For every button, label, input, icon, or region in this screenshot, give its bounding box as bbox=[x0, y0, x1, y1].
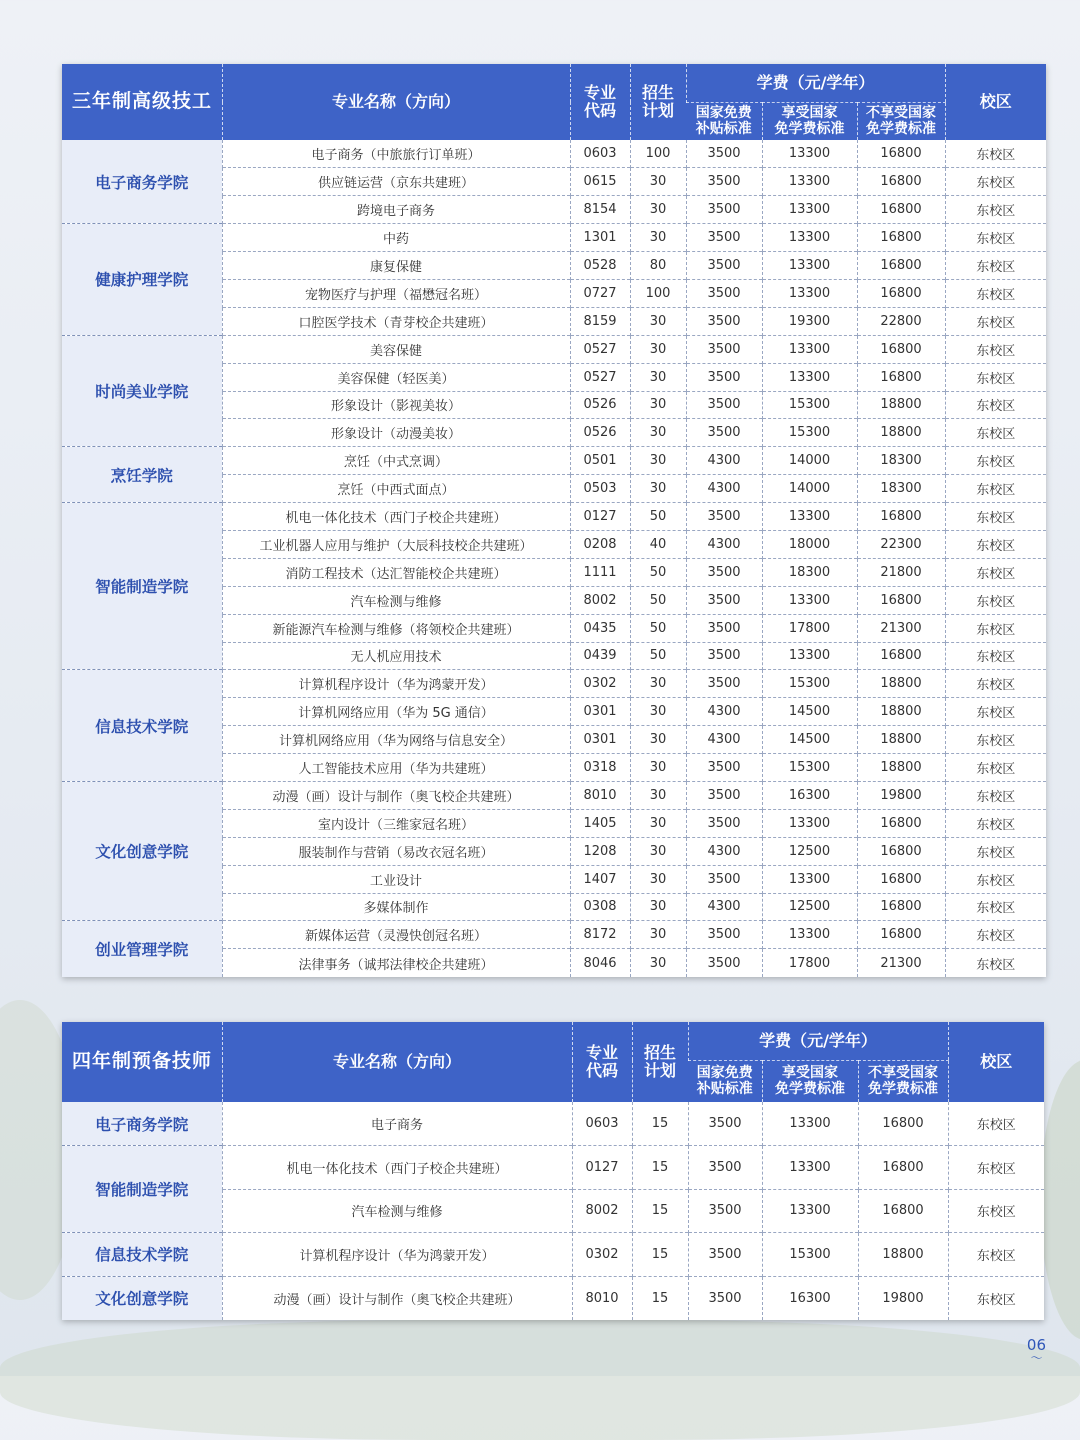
column-header-fee-exempt: 享受国家 免学费标准 bbox=[762, 102, 857, 140]
fee-exempt: 18000 bbox=[762, 530, 857, 558]
fee-full: 16800 bbox=[857, 642, 945, 670]
column-header-fee-subsidy: 国家免费 补贴标准 bbox=[688, 1060, 762, 1102]
major-code: 1208 bbox=[570, 837, 630, 865]
major-name: 人工智能技术应用（华为共建班） bbox=[222, 754, 570, 782]
enroll-plan: 30 bbox=[630, 475, 686, 503]
column-header-fee: 学费（元/学年） bbox=[688, 1022, 948, 1060]
fee-subsidy: 3500 bbox=[686, 642, 762, 670]
fee-subsidy: 3500 bbox=[686, 307, 762, 335]
fee-full: 16800 bbox=[858, 1146, 948, 1190]
table-row bbox=[62, 447, 1046, 475]
campus: 东校区 bbox=[945, 586, 1046, 614]
fee-full: 18300 bbox=[857, 447, 945, 475]
enroll-plan: 50 bbox=[630, 558, 686, 586]
table-row bbox=[62, 335, 1046, 363]
fee-exempt: 15300 bbox=[762, 1233, 858, 1277]
fee-subsidy: 3500 bbox=[686, 781, 762, 809]
background-foliage bbox=[1040, 1060, 1080, 1340]
fee-subsidy: 3500 bbox=[686, 670, 762, 698]
fee-full: 18800 bbox=[858, 1233, 948, 1277]
enroll-plan: 30 bbox=[630, 335, 686, 363]
campus: 东校区 bbox=[948, 1146, 1044, 1190]
fee-exempt: 13300 bbox=[762, 335, 857, 363]
major-name: 汽车检测与维修 bbox=[222, 1189, 572, 1233]
college-name: 时尚美业学院 bbox=[62, 335, 222, 447]
major-name: 形象设计（影视美妆） bbox=[222, 391, 570, 419]
major-code: 8010 bbox=[572, 1276, 632, 1320]
major-name: 室内设计（三维家冠名班） bbox=[222, 809, 570, 837]
major-code: 0501 bbox=[570, 447, 630, 475]
campus: 东校区 bbox=[945, 391, 1046, 419]
fee-exempt: 13300 bbox=[762, 168, 857, 196]
major-code: 0302 bbox=[570, 670, 630, 698]
fee-subsidy: 4300 bbox=[686, 475, 762, 503]
major-name: 汽车检测与维修 bbox=[222, 586, 570, 614]
major-code: 8172 bbox=[570, 921, 630, 949]
fee-subsidy: 4300 bbox=[686, 726, 762, 754]
major-name: 消防工程技术（达汇智能校企共建班） bbox=[222, 558, 570, 586]
major-name: 新能源汽车检测与维修（将领校企共建班） bbox=[222, 614, 570, 642]
enroll-plan: 30 bbox=[630, 196, 686, 224]
major-code: 0527 bbox=[570, 363, 630, 391]
fee-subsidy: 3500 bbox=[686, 949, 762, 977]
campus: 东校区 bbox=[945, 670, 1046, 698]
major-name: 多媒体制作 bbox=[222, 893, 570, 921]
fee-subsidy: 3500 bbox=[686, 224, 762, 252]
fee-full: 16800 bbox=[857, 279, 945, 307]
fee-subsidy: 3500 bbox=[686, 754, 762, 782]
fee-exempt: 15300 bbox=[762, 391, 857, 419]
fee-full: 16800 bbox=[857, 837, 945, 865]
fee-full: 18800 bbox=[857, 726, 945, 754]
fee-exempt: 13300 bbox=[762, 1102, 858, 1146]
column-header-name: 专业名称（方向） bbox=[222, 1022, 572, 1102]
enroll-plan: 30 bbox=[630, 168, 686, 196]
campus: 东校区 bbox=[945, 196, 1046, 224]
major-code: 0526 bbox=[570, 419, 630, 447]
fee-full: 18300 bbox=[857, 475, 945, 503]
major-name: 烹饪（中式烹调） bbox=[222, 447, 570, 475]
fee-full: 16800 bbox=[857, 503, 945, 531]
page-number: 06 〜 bbox=[1026, 1336, 1046, 1365]
campus: 东校区 bbox=[945, 558, 1046, 586]
fee-subsidy: 3500 bbox=[686, 865, 762, 893]
fee-exempt: 12500 bbox=[762, 837, 857, 865]
major-code: 8002 bbox=[570, 586, 630, 614]
table-three-year bbox=[62, 64, 1046, 977]
campus: 东校区 bbox=[945, 754, 1046, 782]
major-name: 法律事务（诚邦法律校企共建班） bbox=[222, 949, 570, 977]
fee-subsidy: 3500 bbox=[688, 1146, 762, 1190]
enroll-plan: 40 bbox=[630, 530, 686, 558]
college-name: 电子商务学院 bbox=[62, 140, 222, 224]
enroll-plan: 30 bbox=[630, 698, 686, 726]
enroll-plan: 30 bbox=[630, 224, 686, 252]
fee-subsidy: 3500 bbox=[686, 419, 762, 447]
campus: 东校区 bbox=[945, 698, 1046, 726]
campus: 东校区 bbox=[945, 307, 1046, 335]
major-name: 计算机程序设计（华为鸿蒙开发） bbox=[222, 670, 570, 698]
fee-exempt: 13300 bbox=[762, 865, 857, 893]
major-code: 0127 bbox=[572, 1146, 632, 1190]
fee-full: 21800 bbox=[857, 558, 945, 586]
fee-full: 18800 bbox=[857, 419, 945, 447]
table-body bbox=[62, 1102, 1044, 1320]
column-header-code: 专业 代码 bbox=[570, 64, 630, 140]
fee-subsidy: 4300 bbox=[686, 837, 762, 865]
major-code: 0503 bbox=[570, 475, 630, 503]
major-code: 0727 bbox=[570, 279, 630, 307]
major-code: 0308 bbox=[570, 893, 630, 921]
college-name: 文化创意学院 bbox=[62, 1276, 222, 1320]
major-code: 0528 bbox=[570, 252, 630, 280]
fee-subsidy: 4300 bbox=[686, 698, 762, 726]
major-code: 0127 bbox=[570, 503, 630, 531]
fee-full: 18800 bbox=[857, 391, 945, 419]
campus: 东校区 bbox=[945, 530, 1046, 558]
enroll-plan: 15 bbox=[632, 1189, 688, 1233]
major-name: 计算机网络应用（华为网络与信息安全） bbox=[222, 726, 570, 754]
campus: 东校区 bbox=[948, 1102, 1044, 1146]
enroll-plan: 30 bbox=[630, 447, 686, 475]
campus: 东校区 bbox=[945, 837, 1046, 865]
campus: 东校区 bbox=[945, 419, 1046, 447]
fee-subsidy: 3500 bbox=[686, 586, 762, 614]
campus: 东校区 bbox=[945, 168, 1046, 196]
table-row bbox=[62, 670, 1046, 698]
fee-subsidy: 3500 bbox=[688, 1276, 762, 1320]
enroll-plan: 50 bbox=[630, 642, 686, 670]
fee-subsidy: 3500 bbox=[686, 503, 762, 531]
fee-subsidy: 4300 bbox=[686, 447, 762, 475]
table-row bbox=[62, 1146, 1044, 1190]
major-name: 宠物医疗与护理（福懋冠名班） bbox=[222, 279, 570, 307]
major-code: 0302 bbox=[572, 1233, 632, 1277]
fee-exempt: 19300 bbox=[762, 307, 857, 335]
campus: 东校区 bbox=[945, 447, 1046, 475]
background-foliage bbox=[0, 1320, 1080, 1440]
fee-exempt: 13300 bbox=[762, 809, 857, 837]
table-row bbox=[62, 140, 1046, 168]
column-header-campus: 校区 bbox=[945, 64, 1046, 140]
fee-subsidy: 3500 bbox=[688, 1233, 762, 1277]
fee-full: 16800 bbox=[857, 224, 945, 252]
enroll-plan: 30 bbox=[630, 726, 686, 754]
major-name: 计算机网络应用（华为 5G 通信） bbox=[222, 698, 570, 726]
fee-exempt: 16300 bbox=[762, 781, 857, 809]
campus: 东校区 bbox=[945, 865, 1046, 893]
enroll-plan: 50 bbox=[630, 503, 686, 531]
major-name: 美容保健（轻医美） bbox=[222, 363, 570, 391]
major-name: 口腔医学技术（青芽校企共建班） bbox=[222, 307, 570, 335]
college-name: 信息技术学院 bbox=[62, 670, 222, 782]
fee-subsidy: 3500 bbox=[686, 809, 762, 837]
fee-exempt: 13300 bbox=[762, 224, 857, 252]
fee-full: 19800 bbox=[857, 781, 945, 809]
campus: 东校区 bbox=[948, 1233, 1044, 1277]
table-title: 三年制高级技工 bbox=[62, 64, 222, 140]
fee-full: 21300 bbox=[857, 949, 945, 977]
column-header-campus: 校区 bbox=[948, 1022, 1044, 1102]
enroll-plan: 30 bbox=[630, 809, 686, 837]
major-name: 服装制作与营销（易改衣冠名班） bbox=[222, 837, 570, 865]
fee-exempt: 12500 bbox=[762, 893, 857, 921]
major-name: 供应链运营（京东共建班） bbox=[222, 168, 570, 196]
major-name: 工业机器人应用与维护（大辰科技校企共建班） bbox=[222, 530, 570, 558]
fee-subsidy: 3500 bbox=[686, 335, 762, 363]
fee-full: 16800 bbox=[857, 335, 945, 363]
table-title: 四年制预备技师 bbox=[62, 1022, 222, 1102]
campus: 东校区 bbox=[945, 642, 1046, 670]
fee-subsidy: 4300 bbox=[686, 530, 762, 558]
column-header-plan: 招生 计划 bbox=[630, 64, 686, 140]
enroll-plan: 30 bbox=[630, 363, 686, 391]
enroll-plan: 30 bbox=[630, 419, 686, 447]
enroll-plan: 30 bbox=[630, 837, 686, 865]
fee-full: 18800 bbox=[857, 754, 945, 782]
fee-subsidy: 3500 bbox=[686, 140, 762, 168]
major-name: 工业设计 bbox=[222, 865, 570, 893]
major-name: 计算机程序设计（华为鸿蒙开发） bbox=[222, 1233, 572, 1277]
fee-exempt: 15300 bbox=[762, 419, 857, 447]
major-name: 动漫（画）设计与制作（奥飞校企共建班） bbox=[222, 781, 570, 809]
fee-full: 16800 bbox=[857, 893, 945, 921]
campus: 东校区 bbox=[945, 140, 1046, 168]
college-name: 智能制造学院 bbox=[62, 503, 222, 670]
fee-exempt: 18300 bbox=[762, 558, 857, 586]
major-name: 中药 bbox=[222, 224, 570, 252]
major-name: 机电一体化技术（西门子校企共建班） bbox=[222, 1146, 572, 1190]
enroll-plan: 30 bbox=[630, 670, 686, 698]
column-header-fee-full: 不享受国家 免学费标准 bbox=[858, 1060, 948, 1102]
enroll-plan: 30 bbox=[630, 391, 686, 419]
campus: 东校区 bbox=[945, 726, 1046, 754]
major-code: 0318 bbox=[570, 754, 630, 782]
enroll-plan: 15 bbox=[632, 1276, 688, 1320]
major-code: 1407 bbox=[570, 865, 630, 893]
enroll-plan: 15 bbox=[632, 1102, 688, 1146]
fee-full: 16800 bbox=[857, 363, 945, 391]
major-code: 0526 bbox=[570, 391, 630, 419]
campus: 东校区 bbox=[945, 503, 1046, 531]
campus: 东校区 bbox=[945, 809, 1046, 837]
campus: 东校区 bbox=[945, 893, 1046, 921]
fee-subsidy: 3500 bbox=[688, 1102, 762, 1146]
fee-subsidy: 3500 bbox=[688, 1189, 762, 1233]
college-name: 智能制造学院 bbox=[62, 1146, 222, 1233]
column-header-fee-subsidy: 国家免费 补贴标准 bbox=[686, 102, 762, 140]
campus: 东校区 bbox=[948, 1189, 1044, 1233]
column-header-fee-full: 不享受国家 免学费标准 bbox=[857, 102, 945, 140]
fee-exempt: 13300 bbox=[762, 1189, 858, 1233]
fee-exempt: 17800 bbox=[762, 614, 857, 642]
enroll-plan: 15 bbox=[632, 1146, 688, 1190]
major-name: 电子商务（中旅旅行订单班） bbox=[222, 140, 570, 168]
major-code: 1301 bbox=[570, 224, 630, 252]
column-header-name: 专业名称（方向） bbox=[222, 64, 570, 140]
college-name: 电子商务学院 bbox=[62, 1102, 222, 1146]
college-name: 创业管理学院 bbox=[62, 921, 222, 977]
fee-subsidy: 3500 bbox=[686, 363, 762, 391]
college-name: 文化创意学院 bbox=[62, 781, 222, 920]
major-name: 烹饪（中西式面点） bbox=[222, 475, 570, 503]
college-name: 健康护理学院 bbox=[62, 224, 222, 336]
fee-full: 16800 bbox=[857, 140, 945, 168]
major-code: 8154 bbox=[570, 196, 630, 224]
fee-exempt: 13300 bbox=[762, 252, 857, 280]
fee-full: 16800 bbox=[858, 1189, 948, 1233]
major-name: 机电一体化技术（西门子校企共建班） bbox=[222, 503, 570, 531]
enroll-plan: 30 bbox=[630, 949, 686, 977]
fee-exempt: 13300 bbox=[762, 140, 857, 168]
campus: 东校区 bbox=[945, 335, 1046, 363]
fee-subsidy: 3500 bbox=[686, 921, 762, 949]
enroll-plan: 30 bbox=[630, 893, 686, 921]
enroll-plan: 15 bbox=[632, 1233, 688, 1277]
fee-subsidy: 3500 bbox=[686, 168, 762, 196]
fee-full: 18800 bbox=[857, 698, 945, 726]
fee-subsidy: 3500 bbox=[686, 558, 762, 586]
major-name: 跨境电子商务 bbox=[222, 196, 570, 224]
table-row bbox=[62, 1233, 1044, 1277]
fee-subsidy: 4300 bbox=[686, 893, 762, 921]
major-code: 8159 bbox=[570, 307, 630, 335]
enroll-plan: 50 bbox=[630, 614, 686, 642]
fee-full: 16800 bbox=[857, 921, 945, 949]
fee-exempt: 13300 bbox=[762, 1146, 858, 1190]
fee-full: 16800 bbox=[857, 196, 945, 224]
enroll-plan: 30 bbox=[630, 307, 686, 335]
enroll-plan: 100 bbox=[630, 279, 686, 307]
campus: 东校区 bbox=[945, 475, 1046, 503]
major-code: 0439 bbox=[570, 642, 630, 670]
fee-full: 16800 bbox=[857, 586, 945, 614]
enroll-plan: 50 bbox=[630, 586, 686, 614]
column-header-plan: 招生 计划 bbox=[632, 1022, 688, 1102]
fee-full: 21300 bbox=[857, 614, 945, 642]
major-name: 新媒体运营（灵漫快创冠名班） bbox=[222, 921, 570, 949]
fee-exempt: 13300 bbox=[762, 586, 857, 614]
college-name: 烹饪学院 bbox=[62, 447, 222, 503]
major-name: 美容保健 bbox=[222, 335, 570, 363]
major-code: 0435 bbox=[570, 614, 630, 642]
fee-full: 16800 bbox=[857, 809, 945, 837]
fee-exempt: 14000 bbox=[762, 447, 857, 475]
major-code: 0527 bbox=[570, 335, 630, 363]
campus: 东校区 bbox=[945, 949, 1046, 977]
enroll-plan: 30 bbox=[630, 781, 686, 809]
fee-exempt: 13300 bbox=[762, 279, 857, 307]
campus: 东校区 bbox=[945, 224, 1046, 252]
major-name: 形象设计（动漫美妆） bbox=[222, 419, 570, 447]
table-four-year bbox=[62, 1022, 1044, 1320]
major-code: 0603 bbox=[572, 1102, 632, 1146]
table-row bbox=[62, 921, 1046, 949]
fee-full: 19800 bbox=[858, 1276, 948, 1320]
major-code: 1111 bbox=[570, 558, 630, 586]
table-row bbox=[62, 1276, 1044, 1320]
major-name: 动漫（画）设计与制作（奥飞校企共建班） bbox=[222, 1276, 572, 1320]
campus: 东校区 bbox=[945, 252, 1046, 280]
major-code: 8010 bbox=[570, 781, 630, 809]
fee-full: 18800 bbox=[857, 670, 945, 698]
fee-full: 16800 bbox=[857, 252, 945, 280]
fee-exempt: 13300 bbox=[762, 363, 857, 391]
college-name: 信息技术学院 bbox=[62, 1233, 222, 1277]
campus: 东校区 bbox=[945, 781, 1046, 809]
enroll-plan: 80 bbox=[630, 252, 686, 280]
major-name: 康复保健 bbox=[222, 252, 570, 280]
campus: 东校区 bbox=[948, 1276, 1044, 1320]
major-name: 电子商务 bbox=[222, 1102, 572, 1146]
fee-full: 22300 bbox=[857, 530, 945, 558]
major-code: 0301 bbox=[570, 698, 630, 726]
fee-full: 22800 bbox=[857, 307, 945, 335]
fee-full: 16800 bbox=[858, 1102, 948, 1146]
campus: 东校区 bbox=[945, 921, 1046, 949]
major-code: 0208 bbox=[570, 530, 630, 558]
fee-subsidy: 3500 bbox=[686, 614, 762, 642]
fee-exempt: 13300 bbox=[762, 921, 857, 949]
column-header-fee: 学费（元/学年） bbox=[686, 64, 945, 102]
table-row bbox=[62, 1102, 1044, 1146]
fee-exempt: 16300 bbox=[762, 1276, 858, 1320]
fee-exempt: 14000 bbox=[762, 475, 857, 503]
enroll-plan: 30 bbox=[630, 754, 686, 782]
fee-exempt: 14500 bbox=[762, 726, 857, 754]
column-header-code: 专业 代码 bbox=[572, 1022, 632, 1102]
major-code: 0301 bbox=[570, 726, 630, 754]
major-code: 0603 bbox=[570, 140, 630, 168]
fee-exempt: 13300 bbox=[762, 196, 857, 224]
fee-subsidy: 3500 bbox=[686, 196, 762, 224]
column-header-fee-exempt: 享受国家 免学费标准 bbox=[762, 1060, 858, 1102]
fee-subsidy: 3500 bbox=[686, 252, 762, 280]
fee-exempt: 15300 bbox=[762, 754, 857, 782]
fee-exempt: 15300 bbox=[762, 670, 857, 698]
campus: 东校区 bbox=[945, 614, 1046, 642]
table-row bbox=[62, 224, 1046, 252]
enroll-plan: 100 bbox=[630, 140, 686, 168]
fee-exempt: 17800 bbox=[762, 949, 857, 977]
wave-decoration-icon: 〜 bbox=[1030, 1351, 1043, 1365]
major-code: 8046 bbox=[570, 949, 630, 977]
table-row bbox=[62, 781, 1046, 809]
fee-subsidy: 3500 bbox=[686, 279, 762, 307]
enroll-plan: 30 bbox=[630, 921, 686, 949]
fee-exempt: 14500 bbox=[762, 698, 857, 726]
major-code: 0615 bbox=[570, 168, 630, 196]
enroll-plan: 30 bbox=[630, 865, 686, 893]
fee-full: 16800 bbox=[857, 865, 945, 893]
table-row bbox=[62, 503, 1046, 531]
major-code: 8002 bbox=[572, 1189, 632, 1233]
campus: 东校区 bbox=[945, 279, 1046, 307]
major-code: 1405 bbox=[570, 809, 630, 837]
fee-exempt: 13300 bbox=[762, 503, 857, 531]
table-body bbox=[62, 140, 1046, 977]
fee-full: 16800 bbox=[857, 168, 945, 196]
major-name: 无人机应用技术 bbox=[222, 642, 570, 670]
fee-exempt: 13300 bbox=[762, 642, 857, 670]
fee-subsidy: 3500 bbox=[686, 391, 762, 419]
campus: 东校区 bbox=[945, 363, 1046, 391]
